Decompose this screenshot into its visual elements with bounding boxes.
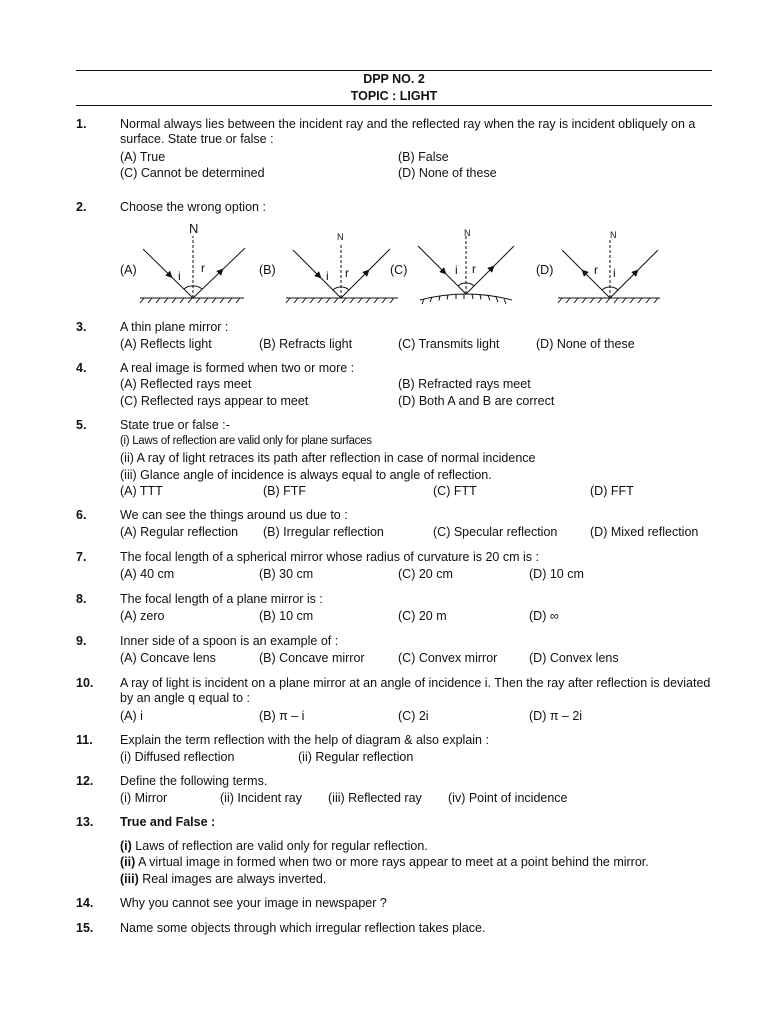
q9-option-c: (C) Convex mirror [398, 651, 498, 665]
q6-option-a: (A) Regular reflection [120, 525, 239, 539]
hatch-b [286, 298, 394, 303]
q12-term-2: (ii) Incident ray [220, 791, 302, 805]
q9-number: 9. [76, 634, 87, 648]
dpp-number: DPP NO. 2 [363, 72, 425, 86]
q4-number: 4. [76, 361, 87, 375]
q2-number: 2. [76, 200, 87, 214]
q2-diagrams [0, 216, 768, 316]
q13-statement-3 [120, 872, 326, 887]
q12-term-1: (i) Mirror [120, 791, 168, 805]
q13-number: 13. [76, 815, 94, 829]
q10-number: 10. [76, 676, 94, 690]
q8-text: The focal length of a plane mirror is : [120, 592, 323, 606]
q5-option-b: (B) FTF [263, 484, 307, 498]
q13-statement-1-text: Laws of reflection are valid only for regular reflection. [131, 839, 428, 853]
diagram-b-normal-label: N [337, 232, 344, 242]
q13-statement-1-tag: (i) [120, 839, 132, 853]
diagram-a-normal-label: N [189, 221, 199, 236]
q13-text: True and False : [120, 815, 216, 829]
q5-option-a: (A) TTT [120, 484, 163, 498]
q1-option-b: (B) False [398, 150, 449, 164]
diagram-a-i-label: i [178, 269, 181, 283]
q11-number: 11. [76, 733, 93, 747]
diagram-b-i-label: i [326, 269, 329, 283]
q12-term-3: (iii) Reflected ray [328, 791, 422, 805]
q2-option-a: (A) [120, 263, 137, 277]
q7-number: 7. [76, 550, 87, 564]
q11-option-1: (i) Diffused reflection [120, 750, 235, 764]
q5-statement-1: (i) Laws of reflection are valid only for plane surfaces [120, 435, 372, 447]
q6-text: We can see the things around us due to : [120, 508, 348, 522]
diagram-c-i-label: i [455, 263, 458, 277]
q2-option-b: (B) [259, 263, 276, 277]
q4-option-a: (A) Reflected rays meet [120, 377, 252, 391]
q12-term-4: (iv) Point of incidence [448, 791, 568, 805]
diagram-d-normal-label: N [610, 230, 617, 240]
q4-option-c: (C) Reflected rays appear to meet [120, 394, 309, 408]
q11-text: Explain the term reflection with the help of diagram & also explain : [120, 733, 489, 747]
q7-option-d: (D) 10 cm [529, 567, 584, 581]
q5-option-c: (C) FTT [433, 484, 477, 498]
q3-option-c: (C) Transmits light [398, 337, 500, 351]
q7-text: The focal length of a spherical mirror whose radius of curvature is 20 cm is : [120, 550, 539, 564]
diagram-b [286, 244, 398, 303]
q14-number: 14. [76, 896, 94, 910]
q6-option-d: (D) Mixed reflection [590, 525, 699, 539]
q4-text: A real image is formed when two or more : [120, 361, 355, 375]
topic-title: TOPIC : LIGHT [350, 89, 438, 103]
hatch-a [140, 298, 240, 303]
q7-option-b: (B) 30 cm [259, 567, 314, 581]
diagram-c [418, 234, 514, 304]
q3-option-a: (A) Reflects light [120, 337, 212, 351]
q13-statement-2 [120, 855, 649, 870]
q7-option-c: (C) 20 cm [398, 567, 453, 581]
q10-option-d: (D) π – 2i [529, 709, 583, 723]
diagram-a [140, 236, 245, 303]
q4-option-d: (D) Both A and B are correct [398, 394, 555, 408]
q6-option-b: (B) Irregular reflection [263, 525, 384, 539]
q15-text: Name some objects through which irregular reflection takes place. [120, 921, 486, 935]
q2-text: Choose the wrong option : [120, 200, 266, 214]
q9-option-d: (D) Convex lens [529, 651, 619, 665]
q9-text: Inner side of a spoon is an example of : [120, 634, 339, 648]
q8-number: 8. [76, 592, 87, 606]
q13-statement-3-text: Real images are always inverted. [138, 872, 327, 886]
q2-option-c: (C) [390, 263, 408, 277]
q5-statement-2: (ii) A ray of light retraces its path after reflection in case of normal incidence [120, 451, 536, 465]
q10-option-a: (A) i [120, 709, 143, 723]
q11-option-2: (ii) Regular reflection [298, 750, 414, 764]
q13-statement-1 [120, 839, 428, 854]
q3-option-b: (B) Refracts light [259, 337, 353, 351]
top-rule [76, 70, 712, 71]
q8-option-d: (D) ∞ [529, 609, 559, 623]
diagram-c-normal-label: N [464, 228, 471, 238]
q1-text: Normal always lies between the incident ray and the reflected ray when the ray is incident obliquely on a surface. State true or false : [120, 117, 696, 146]
q1-option-d: (D) None of these [398, 166, 497, 180]
q13-statement-2-text: A virtual image in formed when two or more rays appear to meet at a point behind the mirror. [135, 855, 649, 869]
q6-option-c: (C) Specular reflection [433, 525, 558, 539]
q9-option-a: (A) Concave lens [120, 651, 216, 665]
q10-option-b: (B) π – i [259, 709, 305, 723]
q4-option-b: (B) Refracted rays meet [398, 377, 531, 391]
q12-number: 12. [76, 774, 94, 788]
q14-text: Why you cannot see your image in newspaper ? [120, 896, 387, 910]
q6-number: 6. [76, 508, 87, 522]
hatch-c [422, 294, 506, 304]
q12-text: Define the following terms. [120, 774, 268, 788]
q8-option-b: (B) 10 cm [259, 609, 314, 623]
q3-text: A thin plane mirror : [120, 320, 229, 334]
q10-option-c: (C) 2i [398, 709, 429, 723]
q1-number: 1. [76, 117, 87, 131]
q3-option-d: (D) None of these [536, 337, 635, 351]
q5-statement-3: (iii) Glance angle of incidence is always equal to angle of reflection. [120, 468, 492, 482]
q9-option-b: (B) Concave mirror [259, 651, 365, 665]
q1-option-c: (C) Cannot be determined [120, 166, 265, 180]
diagram-b-r-label: r [345, 266, 349, 280]
diagram-a-r-label: r [201, 261, 205, 275]
q5-text: State true or false :- [120, 418, 230, 432]
q7-option-a: (A) 40 cm [120, 567, 175, 581]
q10-text: A ray of light is incident on a plane mirror at an angle of incidence i. Then the ray after reflection is deviated by an angle q equal to : [120, 676, 711, 705]
q5-option-d: (D) FFT [590, 484, 634, 498]
hatch-d [558, 298, 658, 303]
q13-statement-2-tag: (ii) [120, 855, 136, 869]
q8-option-c: (C) 20 m [398, 609, 447, 623]
header-rule [76, 105, 712, 106]
diagram-d-r-label: r [594, 263, 598, 277]
q5-number: 5. [76, 418, 87, 432]
q1-option-a: (A) True [120, 150, 166, 164]
q2-option-d: (D) [536, 263, 554, 277]
q3-number: 3. [76, 320, 87, 334]
diagram-c-r-label: r [472, 262, 476, 276]
q13-statement-3-tag: (iii) [120, 872, 139, 886]
diagram-d-i-label: i [613, 266, 616, 280]
q15-number: 15. [76, 921, 94, 935]
q8-option-a: (A) zero [120, 609, 165, 623]
diagram-d [558, 240, 660, 303]
